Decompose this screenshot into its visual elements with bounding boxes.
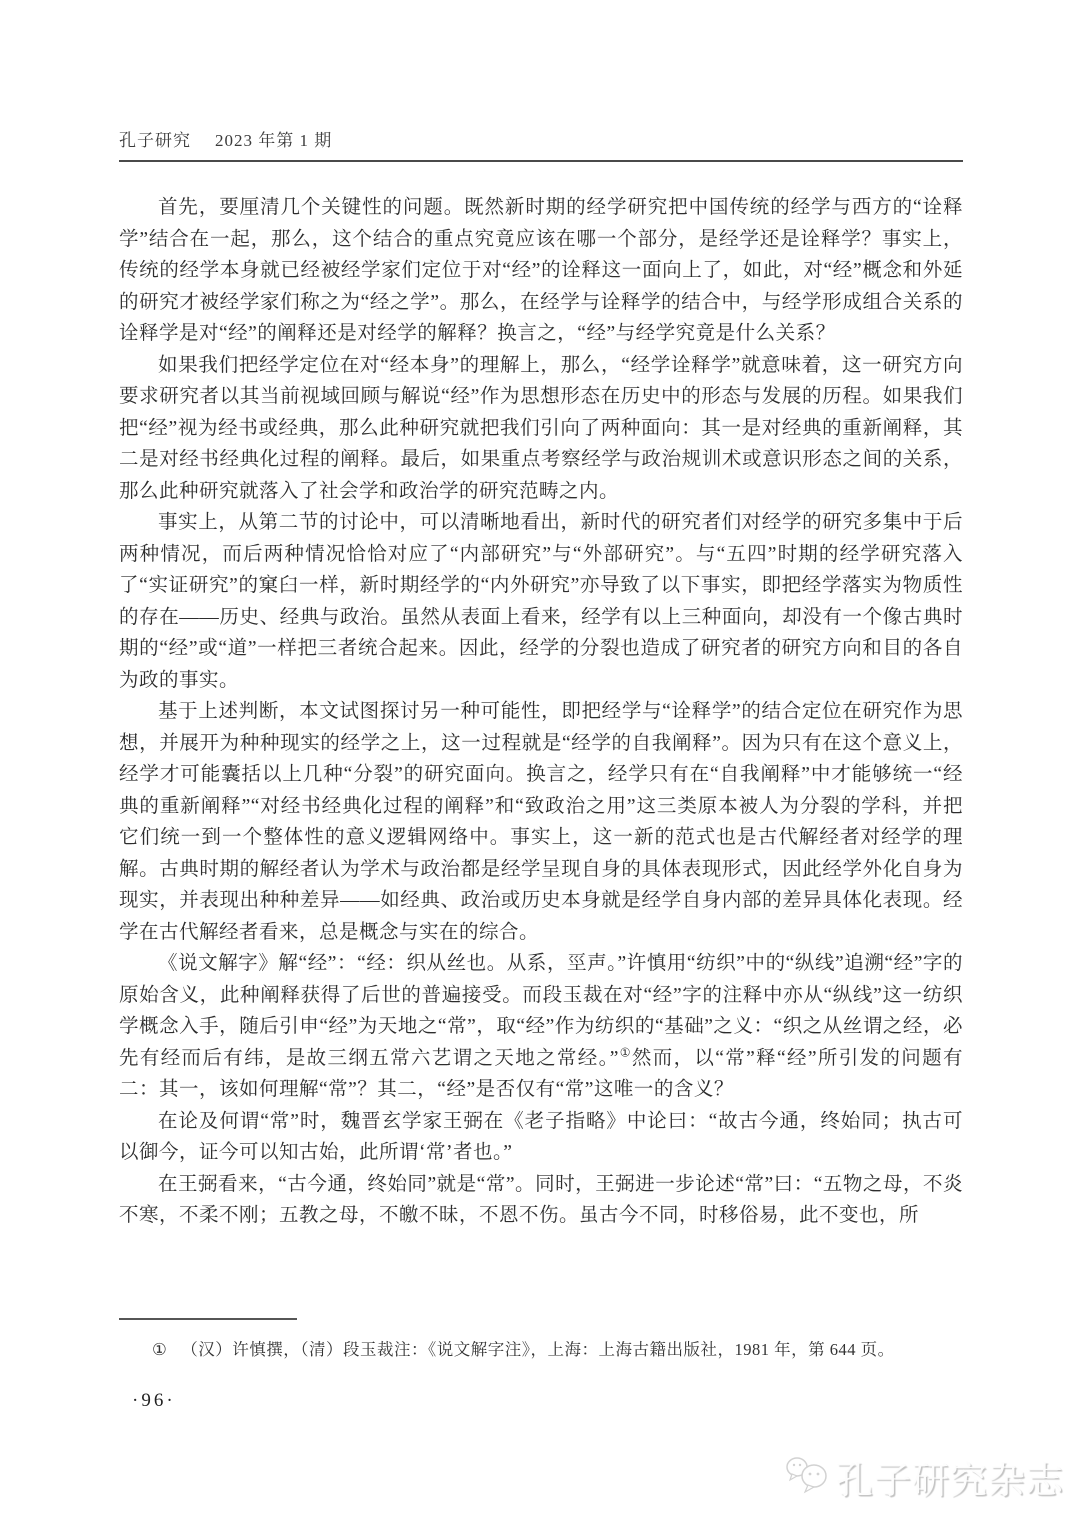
publisher-watermark — [784, 1450, 1064, 1504]
page-number: ·96· — [132, 1390, 176, 1411]
article-body — [119, 192, 963, 1232]
paragraph-7: 在王弼看来，“古今通，终始同”就是“常”。同时，王弼进一步论述“常”曰：“五物之母，不炎不寒，不柔不刚；五教之母，不皦不昧，不恩不伤。虽古今不同，时移俗易，此不变也，所 — [119, 1173, 963, 1226]
paragraph-5-text: 《说文解字》解“经”：“经：织从丝也。从系，巠声。”许慎用“纺织”中的“纵线”追溯“经”字的原始含义，此种阐释获得了后世的普遍接受。而段玉裁在对“经”字的注释中亦从“纵线”这一纺织学概念入手，随后引申“经”为天地之“常”，取“经”作为纺织的“基础”之义：“织之从丝谓之经，必先有经而后有纬，是故三纲五常六艺谓之天地之常经。” — [119, 953, 963, 1069]
issue-info: 2023 年第 1 期 — [215, 131, 333, 150]
footnote-section — [119, 1318, 963, 1360]
paragraph-5 — [119, 948, 963, 1106]
header-rule — [119, 160, 963, 162]
paragraph-4: 基于上述判断，本文试图探讨另一种可能性，即把经学与“诠释学”的结合定位在研究作为思想，并展开为种种现实的经学之上，这一过程就是“经学的自我阐释”。因为只有在这个意义上，经学才可能囊括以上几种“分裂”的研究面向。换言之，经学只有在“自我阐释”中才能够统一“经典的重新阐释”“对经书经典化过程的阐释”和“致政治之用”这三类原本被人为分裂的学科，并把它们统一到一个整体性的意义逻辑网络中。事实上，这一新的范式也是古代解经者对经学的理解。古典时期的解经者认为学术与政治都是经学呈现自身的具体表现形式，因此经学外化自身为现实，并表现出种种差异——如经典、政治或历史本身就是经学自身内部的差异具体化表现。经学在古代解经者看来，总是概念与实在的综合。 — [119, 701, 963, 943]
wechat-icon — [784, 1454, 830, 1501]
paragraph-5-continuation: 然而，以“常”释“经”所引发的问题有二：其一，该如何理解“常”？其二，“经”是否仅有“常”这唯一的含义？ — [119, 1047, 963, 1100]
journal-title: 孔子研究 — [119, 131, 191, 150]
footnote-text: （汉）许慎撰，（清）段玉裁注：《说文解字注》，上海：上海古籍出版社，1981 年，第 644 页。 — [181, 1340, 895, 1359]
paragraph-1: 首先，要厘清几个关键性的问题。既然新时期的经学研究把中国传统的经学与西方的“诠释学”结合在一起，那么，这个结合的重点究竟应该在哪一个部分，是经学还是诠释学？事实上，传统的经学本身就已经被经学家们定位于对“经”的诠释这一面向上了，如此，对“经”概念和外延的研究才被经学家们称之为“经之学”。那么，在经学与诠释学的结合中，与经学形成组合关系的诠释学是对“经”的阐释还是对经学的解释？换言之，“经”与经学究竟是什么关系？ — [119, 197, 963, 344]
paragraph-2: 如果我们把经学定位在对“经本身”的理解上，那么，“经学诠释学”就意味着，这一研究方向要求研究者以其当前视域回顾与解说“经”作为思想形态在历史中的形态与发展的历程。如果我们把“经”视为经书或经典，那么此种研究就把我们引向了两种面向：其一是对经典的重新阐释，其二是对经书经典化过程的阐释。最后，如果重点考察经学与政治规训术或意识形态之间的关系，那么此种研究就落入了社会学和政治学的研究范畴之内。 — [119, 354, 963, 502]
page-content — [119, 126, 963, 1232]
footnote-entry — [119, 1336, 963, 1360]
paragraph-6: 在论及何谓“常”时，魏晋玄学家王弼在《老子指略》中论曰：“故古今通，终始同；执古可以御今，证今可以知古始，此所谓‘常’者也。” — [119, 1110, 963, 1163]
footnote-divider — [119, 1318, 297, 1320]
footnote-marker-superscript: ① — [618, 1045, 632, 1059]
watermark-label: 孔子研究杂志 — [836, 1460, 1064, 1501]
running-header — [119, 126, 963, 151]
paragraph-3: 事实上，从第二节的讨论中，可以清晰地看出，新时代的研究者们对经学的研究多集中于后两种情况，而后两种情况恰恰对应了“内部研究”与“外部研究”。与“五四”时期的经学研究落入了“实证研究”的窠臼一样，新时期经学的“内外研究”亦导致了以下事实，即把经学落实为物质性的存在——历史、经典与政治。虽然从表面上看来，经学有以上三种面向，却没有一个像古典时期的“经”或“道”一样把三者统合起来。因此，经学的分裂也造成了研究者的研究方向和目的各自为政的事实。 — [119, 512, 963, 691]
footnote-number: ① — [152, 1340, 168, 1359]
